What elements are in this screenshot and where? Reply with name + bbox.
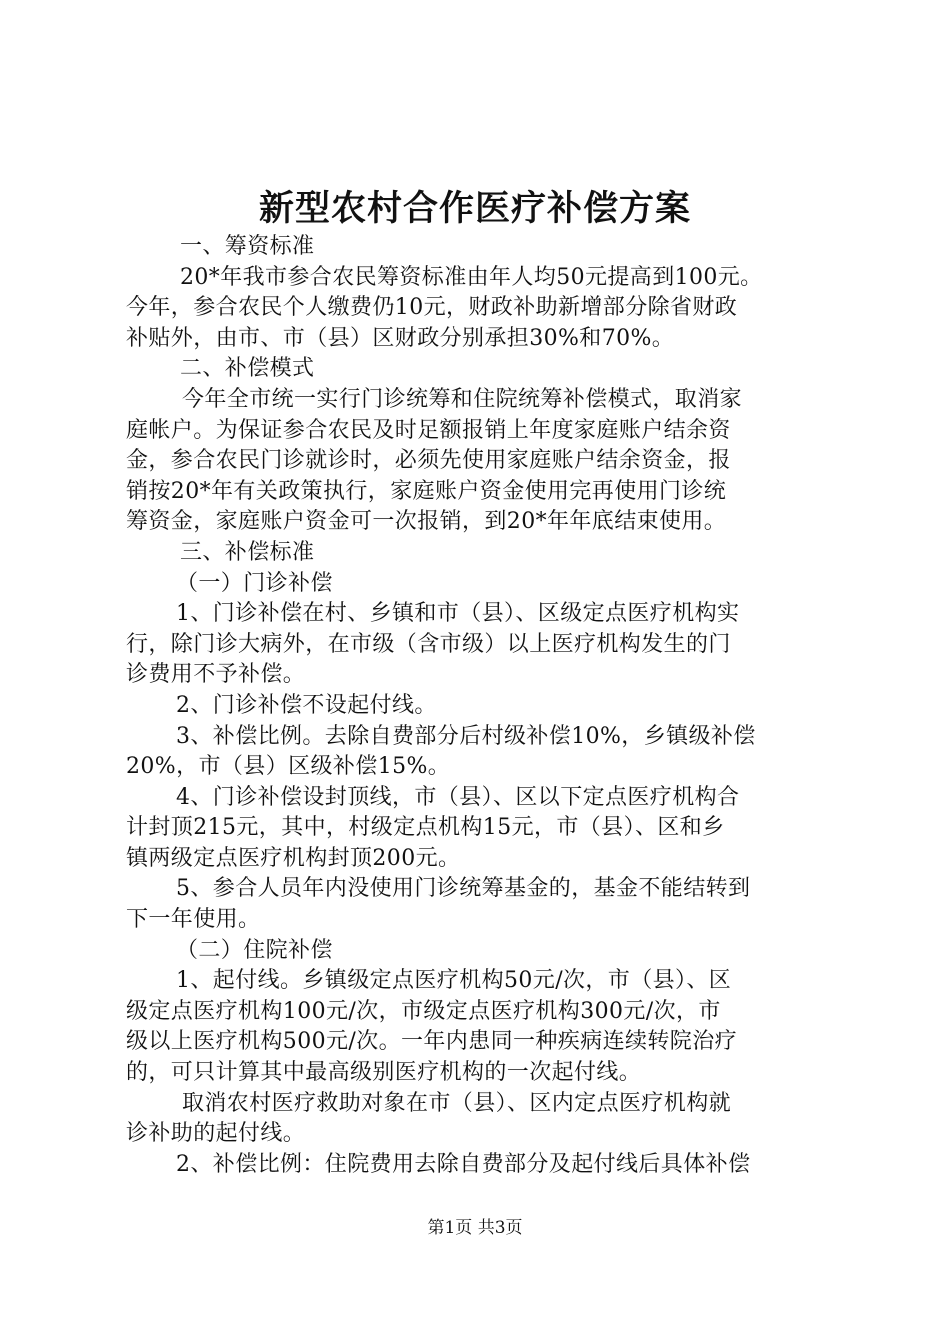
paragraph-line: 1、起付线。乡镇级定点医疗机构50元/次，市（县）、区: [176, 968, 732, 994]
paragraph-line: 级以上医疗机构500元/次。一年内患同一种疾病连续转院治疗: [126, 1029, 738, 1055]
subsection-heading-outpatient: （一）门诊补偿: [176, 570, 333, 596]
paragraph-line: 金，参合农民门诊就诊时，必须先使用家庭账户结余资金，报: [126, 448, 731, 474]
subsection-heading-inpatient: （二）住院补偿: [176, 937, 333, 963]
paragraph-line: 20*年我市参合农民筹资标准由年人均50元提高到100元。: [180, 264, 763, 290]
section-heading-funding: 一、筹资标准: [180, 234, 315, 259]
paragraph-line: 行，除门诊大病外，在市级（含市级）以上医疗机构发生的门: [126, 631, 731, 657]
paragraph-line: 3、补偿比例。去除自费部分后村级补偿10%，乡镇级补偿: [176, 723, 756, 749]
section-heading-standard: 三、补偿标准: [180, 539, 315, 565]
paragraph-line: 计封顶215元，其中，村级定点机构15元，市（县）、区和乡: [126, 815, 725, 841]
document-title: 新型农村合作医疗补偿方案: [258, 188, 691, 229]
paragraph-line: 2、补偿比例：住院费用去除自费部分及起付线后具体补偿: [176, 1151, 751, 1177]
paragraph-line: 庭帐户。为保证参合农民及时足额报销上年度家庭账户结余资: [126, 417, 731, 443]
paragraph-line: 1、门诊补偿在村、乡镇和市（县）、区级定点医疗机构实: [176, 601, 740, 627]
section-heading-mode: 二、补偿模式: [180, 356, 315, 382]
paragraph-line: 的，可只计算其中最高级别医疗机构的一次起付线。: [126, 1060, 642, 1086]
paragraph-line: 镇两级定点医疗机构封顶200元。: [126, 845, 461, 871]
paragraph-line: 今年，参合农民个人缴费仍10元，财政补助新增部分除省财政: [126, 295, 738, 321]
paragraph-line: 诊补助的起付线。: [126, 1121, 306, 1147]
paragraph-line: 级定点医疗机构100元/次，市级定点医疗机构300元/次，市: [126, 998, 721, 1024]
paragraph-line: 今年全市统一实行门诊统筹和住院统筹补偿模式，取消家: [182, 386, 743, 412]
paragraph-line: 4、门诊补偿设封顶线，市（县）、区以下定点医疗机构合: [176, 784, 740, 810]
paragraph-line: 诊费用不予补偿。: [126, 662, 306, 688]
paragraph-line: 取消农村医疗救助对象在市（县）、区内定点医疗机构就: [182, 1090, 732, 1116]
page-number: 第1页 共3页: [427, 1218, 523, 1238]
paragraph-line: 筹资金，家庭账户资金可一次报销，到20*年年底结束使用。: [126, 509, 727, 535]
paragraph-line: 下一年使用。: [126, 907, 261, 933]
paragraph-line: 5、参合人员年内没使用门诊统筹基金的，基金不能结转到: [176, 876, 751, 902]
paragraph-line: 补贴外，由市、市（县）区财政分别承担30%和70%。: [126, 325, 675, 351]
paragraph-line: 销按20*年有关政策执行，家庭账户资金使用完再使用门诊统: [126, 478, 727, 504]
paragraph-line: 20%，市（县）区级补偿15%。: [126, 754, 451, 780]
document-body: [126, 232, 836, 1180]
paragraph-line: 2、门诊补偿不设起付线。: [176, 692, 437, 718]
